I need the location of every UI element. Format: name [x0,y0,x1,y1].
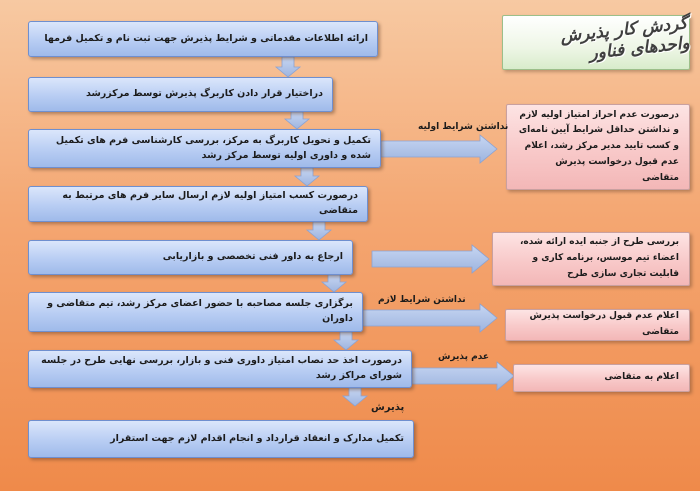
step-7 [28,350,412,388]
step-7-text: درصورت اخذ حد نصاب امتیاز داوری فنی و بازار، بررسی نهایی طرح در جلسه شورای مراکز رشد [41,355,402,381]
note-review-plan [492,232,690,286]
note-rejection-required [505,309,690,341]
note-4-text: اعلام به متقاضی [604,372,679,383]
label-no-initial-conditions: نداشتن شرایط اولیه [418,122,509,132]
right-arrow [363,304,497,332]
step-2 [28,77,333,112]
down-arrow [285,112,309,129]
label-not-accepted: عدم پذیرش [438,352,490,362]
note-2-text: بررسی طرح از جنبه ایده ارائه شده، اعضاء تیم موسس، برنامه کاری و قابلیت تجاری سازی طرح [520,237,679,279]
step-8 [28,420,414,458]
note-1-text: درصورت عدم احراز امتیاز اولیه لازم و نداشتن حداقل شرایط آیین نامه‌ای و کسب تایید مدیر مرکز رشد، اعلام عدم قبول درخواست پذیرش متقاضی [518,109,679,183]
step-5 [28,240,353,275]
label-accepted: پذیرش [371,402,405,413]
down-arrow [334,332,358,350]
step-2-text: دراختیار قرار دادن کاربرگ پذیرش توسط مرکزرشد [85,88,323,100]
note-rejection-initial [506,104,690,190]
right-arrow [412,362,514,390]
down-arrow [276,57,300,77]
note-3-text: اعلام عدم قبول درخواست پذیرش متقاضی [529,311,679,337]
note-notify-applicant [513,364,690,392]
down-arrow [307,222,331,240]
step-6 [28,292,363,332]
step-3 [28,129,381,168]
step-1 [28,21,378,57]
step-5-text: ارجاع به داور فنی تخصصی و بازاریابی [162,251,343,263]
step-8-text: تکمیل مدارک و انعقاد قرارداد و انجام اقدام لازم جهت استقرار [110,432,404,444]
step-1-text: ارائه اطلاعات مقدماتی و شرایط پذیرش جهت ثبت نام و تکمیل فرمها [44,32,368,44]
down-arrow [295,168,319,186]
right-arrow [372,245,489,273]
step-4-text: درصورت کسب امتیاز اولیه لازم ارسال سایر فرم های مرتبط به متقاضی [62,190,358,216]
down-arrow [322,275,346,292]
step-6-text: برگزاری جلسه مصاحبه با حضور اعضای مرکز رشد، تیم متقاضی و داوران [47,298,353,324]
step-3-text: تکمیل و تحویل کاربرگ به مرکز، بررسی کارشناسی فرم های تکمیل شده و داوری اولیه توسط مرکز رشد [55,134,371,161]
title-box [502,12,691,70]
step-4 [28,186,368,222]
label-no-required-conditions: نداشتن شرایط لازم [378,295,466,305]
diagram-title: گردش کار پذیرش واحدهای فناور [559,12,691,64]
right-arrow [381,135,497,163]
down-arrow [343,388,367,406]
